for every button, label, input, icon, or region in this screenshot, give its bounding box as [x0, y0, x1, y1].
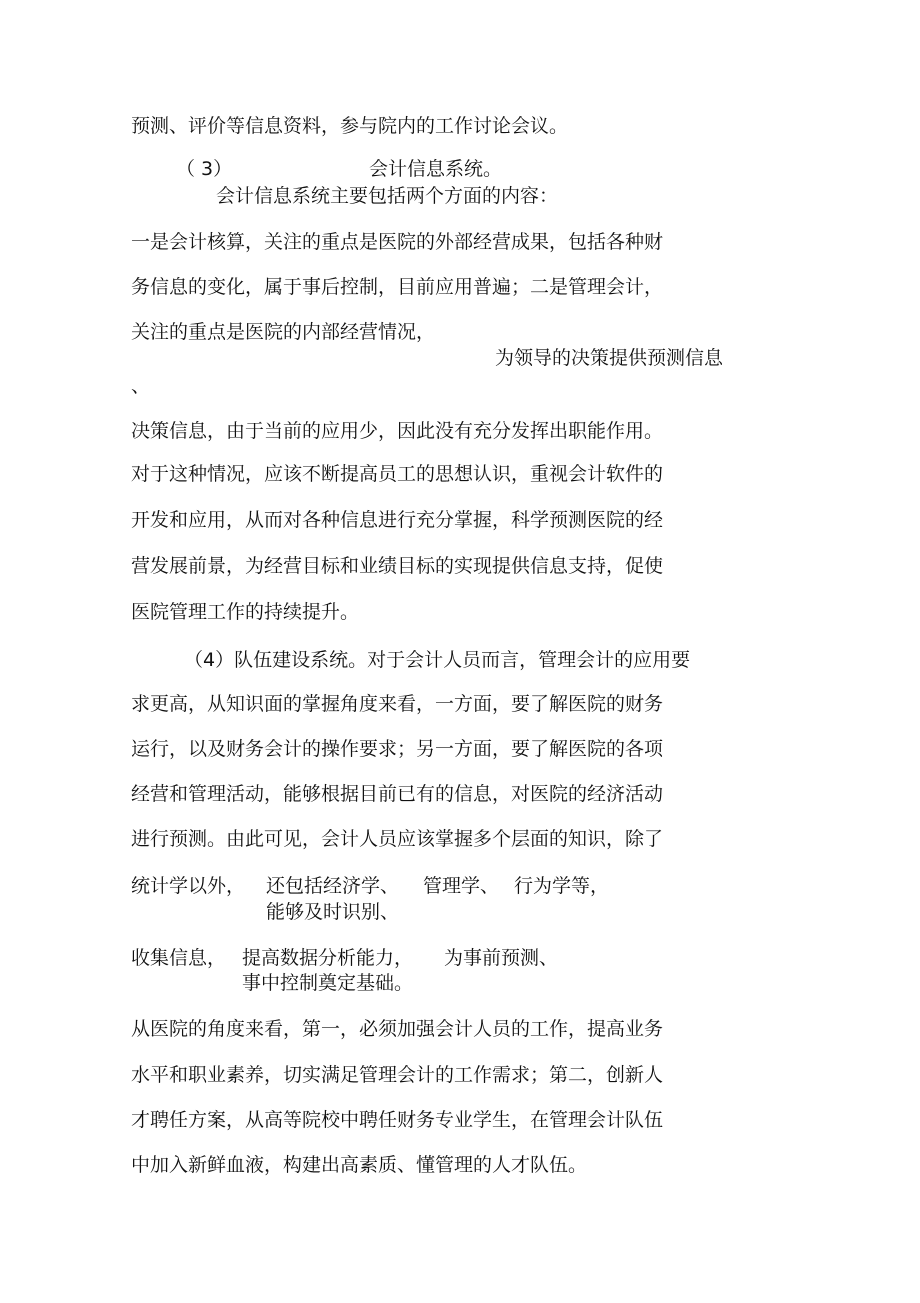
text-line: 中加入新鲜血液，构建出高素质、懂管理的人才队伍。 [131, 1154, 588, 1176]
text-line: 会计信息系统主要包括两个方面的内容： [216, 185, 559, 207]
text-line: 为事前预测、 [444, 947, 559, 969]
text-line: 决策信息，由于当前的应用少，因此没有充分发挥出职能作用。 [131, 420, 664, 442]
text-line: 事中控制奠定基础。 [242, 972, 414, 994]
text-line: 能够及时识别、 [266, 901, 400, 923]
section-number: （ 3） [176, 158, 233, 180]
text-line: 从医院的角度来看，第一，必须加强会计人员的工作，提高业务 [131, 1018, 664, 1040]
text-line: 进行预测。由此可见，会计人员应该掌握多个层面的知识，除了 [131, 828, 664, 850]
text-line: 才聘任方案，从高等院校中聘任财务专业学生，在管理会计队伍 [131, 1109, 664, 1131]
text-line: 为领导的决策提供预测信息 [495, 347, 724, 369]
section-heading: 会计信息系统。 [369, 158, 503, 180]
text-line: 收集信息， [131, 947, 227, 969]
text-line: 一是会计核算，关注的重点是医院的外部经营成果，包括各种财 [131, 231, 664, 253]
text-line: 管理学、 [423, 875, 500, 897]
text-line: 求更高，从知识面的掌握角度来看，一方面，要了解医院的财务 [131, 693, 664, 715]
text-line: 提高数据分析能力， [242, 947, 414, 969]
text-line: 统计学以外， [131, 875, 246, 897]
text-line: 预测、评价等信息资料，参与院内的工作讨论会议。 [131, 115, 569, 137]
text-line: 还包括经济学、 [266, 875, 400, 897]
text-line: 营发展前景，为经营目标和业绩目标的实现提供信息支持，促使 [131, 555, 664, 577]
text-line: 行为学等， [514, 875, 610, 897]
section-heading: （4）队伍建设系统。对于会计人员而言，管理会计的应用要 [184, 649, 691, 671]
text-line: 运行，以及财务会计的操作要求；另一方面，要了解医院的各项 [131, 738, 664, 760]
text-line: 对于这种情况，应该不断提高员工的思想认识，重视会计软件的 [131, 463, 664, 485]
text-line: 水平和职业素养，切实满足管理会计的工作需求；第二，创新人 [131, 1064, 664, 1086]
text-line: 关注的重点是医院的内部经营情况， [131, 321, 436, 343]
text-line: 务信息的变化，属于事后控制，目前应用普遍；二是管理会计， [131, 276, 664, 298]
text-line: 开发和应用，从而对各种信息进行充分掌握，科学预测医院的经 [131, 509, 664, 531]
text-line: 经营和管理活动，能够根据目前已有的信息，对医院的经济活动 [131, 783, 664, 805]
text-line: 、 [131, 375, 151, 397]
text-line: 医院管理工作的持续提升。 [131, 601, 360, 623]
